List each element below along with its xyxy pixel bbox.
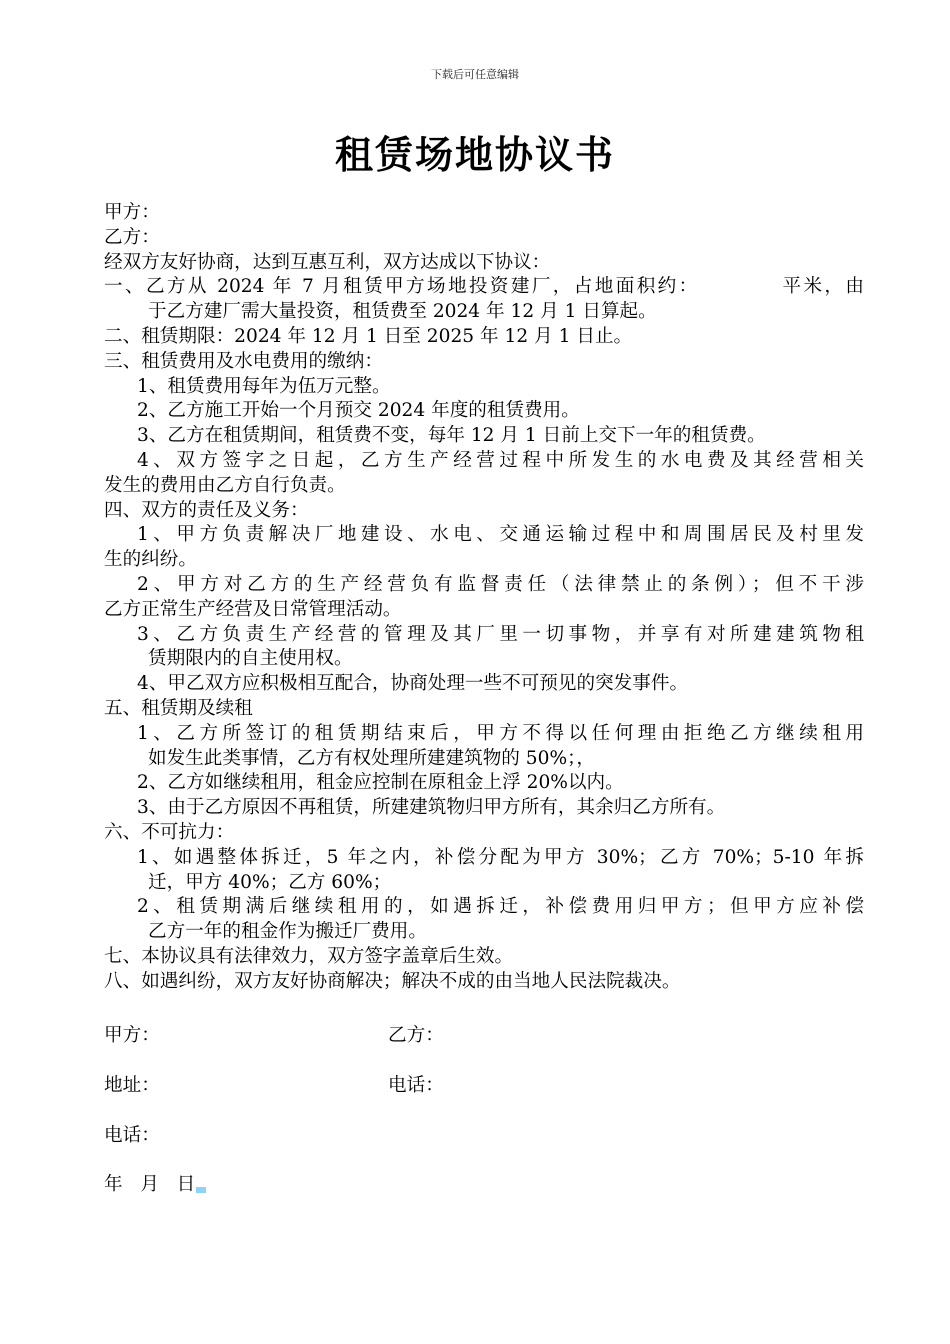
clause-5-item-1-line-2: 如发生此类事情，乙方有权处理所建建筑物的 50%；， (148, 747, 596, 769)
signature-phone-right: 电话： (388, 1075, 444, 1096)
document-title: 租赁场地协议书 (334, 132, 615, 177)
clause-4-item-1-line-2: 生的纠纷。 (104, 549, 197, 571)
clause-5-item-2: 2、乙方如继续租用，租金应控制在原租金上浮 20%以内。 (137, 772, 624, 794)
intro-line: 经双方友好协商，达到互惠互利，双方达成以下协议： (104, 251, 551, 273)
clause-4-item-3-line-2: 赁期限内的自主使用权。 (148, 648, 353, 670)
clause-5-item-3: 3、由于乙方原因不再租赁，所建建筑物归甲方所有，其余归乙方所有。 (137, 797, 726, 819)
agreement-body (104, 201, 864, 995)
text-cursor-marker (196, 1187, 206, 1193)
party-b-line: 乙方： (104, 226, 160, 248)
clause-4-item-2-line-2: 乙方正常生产经营及日常管理活动。 (104, 598, 402, 620)
clause-4-heading: 四、双方的责任及义务： (104, 499, 309, 521)
clause-6-item-1-line-2: 迁，甲方 40%；乙方 60%； (148, 871, 392, 893)
clause-6-heading: 六、不可抗力： (104, 821, 235, 843)
clause-4-item-3-line-1: 3、乙方负责生产经营的管理及其厂里一切事物，并享有对所建建筑物租 (137, 623, 864, 645)
signature-date: 年 月 日 (104, 1174, 196, 1195)
clause-4-item-1-line-1: 1、甲方负责解决厂地建设、水电、交通运输过程中和周围居民及村里发 (137, 524, 864, 546)
clause-8: 八、如遇纠纷，双方友好协商解决；解决不成的由当地人民法院裁决。 (104, 970, 681, 992)
signature-address: 地址： (104, 1075, 160, 1096)
clause-1-line-2: 于乙方建厂需大量投资，租赁费至 2024 年 12 月 1 日算起。 (148, 301, 657, 323)
clause-4-item-2-line-1: 2、甲方对乙方的生产经营负有监督责任（法律禁止的条例）；但不干涉 (137, 573, 864, 595)
clause-6-item-2-line-1: 2、租赁期满后继续租用的，如遇拆迁，补偿费用归甲方；但甲方应补偿 (137, 896, 864, 918)
clause-3-item-4-line-1: 4、双方签字之日起，乙方生产经营过程中所发生的水电费及其经营相关 (137, 449, 864, 471)
clause-6-item-2-line-2: 乙方一年的租金作为搬迁厂费用。 (148, 921, 427, 943)
clause-3-item-4-line-2: 发生的费用由乙方自行负责。 (104, 474, 346, 496)
clause-3-item-2: 2、乙方施工开始一个月预交 2024 年度的租赁费用。 (137, 400, 580, 422)
clause-3-item-1: 1、租赁费用每年为伍万元整。 (137, 375, 391, 397)
clause-6-item-1-line-1: 1、如遇整体拆迁，5 年之内，补偿分配为甲方 30%；乙方 70%；5-10 年拆 (137, 846, 864, 868)
clause-5-heading: 五、租赁期及续租 (104, 697, 253, 719)
clause-5-item-1-line-1: 1、乙方所签订的租赁期结束后，甲方不得以任何理由拒绝乙方继续租用 (137, 722, 864, 744)
signature-date-row (104, 1170, 206, 1196)
clause-3-heading: 三、租赁费用及水电费用的缴纳： (104, 350, 383, 372)
clause-7: 七、本协议具有法律效力，双方签字盖章后生效。 (104, 945, 514, 967)
clause-3-item-3: 3、乙方在租赁期间，租赁费不变，每年 12 月 1 日前上交下一年的租赁费。 (137, 425, 766, 447)
signature-party-a: 甲方： (104, 1025, 160, 1046)
party-a-line: 甲方： (104, 202, 160, 223)
signature-party-b: 乙方： (388, 1025, 444, 1046)
header-note: 下载后可任意编辑 (431, 68, 519, 81)
clause-2: 二、租赁期限：2024 年 12 月 1 日至 2025 年 12 月 1 日止。 (104, 325, 633, 347)
signature-phone-left: 电话： (104, 1125, 160, 1146)
clause-4-item-4: 4、甲乙双方应积极相互配合，协商处理一些不可预见的突发事件。 (137, 673, 689, 695)
clause-1-line-1: 一、乙方从 2024 年 7 月租赁甲方场地投资建厂，占地面积约： 平米，由 (104, 276, 864, 298)
